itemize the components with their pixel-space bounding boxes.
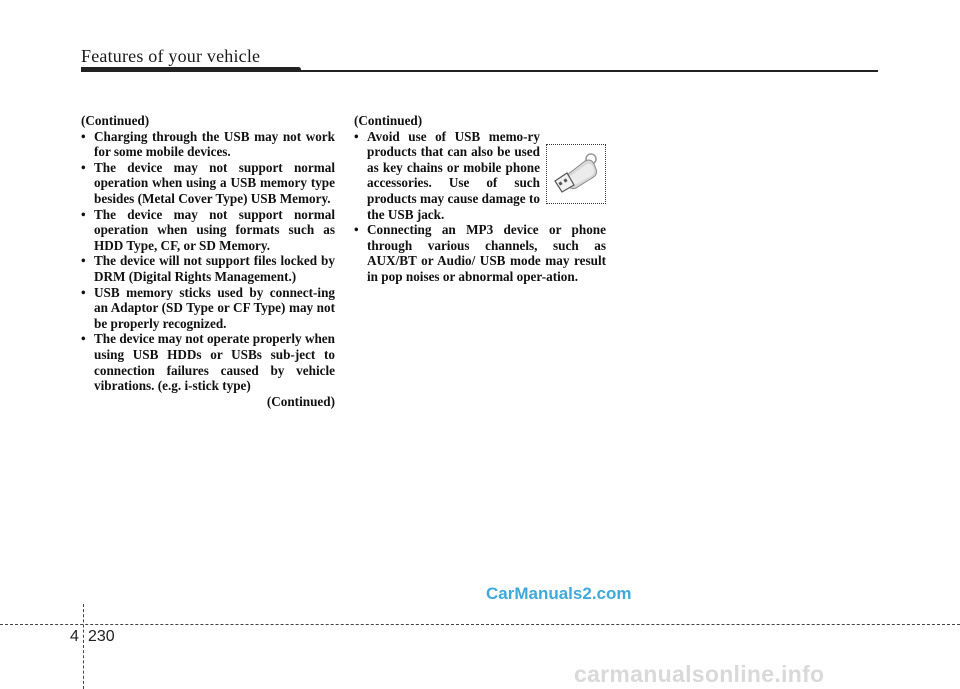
continued-label: (Continued) [354, 113, 423, 128]
left-column [81, 113, 335, 409]
bullet-list [354, 129, 606, 285]
chapter-number: 4 [70, 628, 79, 645]
watermark-logo-bottom: carmanualsonline.info [574, 661, 825, 687]
header-rule-thin [298, 70, 878, 72]
list-item: • Connecting an MP3 device or phone through various channels, such as AUX/BT or Audio/ USB mode may result in pop noises or abnormal oper-ation. [354, 222, 606, 284]
header-rule-thick [81, 67, 301, 72]
footer-dashed-rule [0, 624, 960, 625]
continued-label: (Continued) [81, 113, 150, 128]
right-column [354, 113, 606, 285]
list-item: • The device may not operate properly when using USB HDDs or USBs sub-ject to connection failures caused by vehicle vibrations. (e.g. i-stick type) [81, 331, 335, 393]
list-item: • The device will not support files locked by DRM (Digital Rights Management.) [81, 253, 335, 284]
bullet-list [81, 129, 335, 394]
page-number: 230 [88, 628, 115, 645]
list-item: • Charging through the USB may not work for some mobile devices. [81, 129, 335, 160]
watermark-logo-top: CarManuals2.com [486, 584, 632, 603]
footer-vertical-rule [83, 604, 84, 689]
list-item: • Avoid use of USB memo-ry products that can also be used as key chains or mobile phone accessories. Use of such products may cause damage to the USB jack. [354, 129, 606, 223]
list-item: • The device may not support normal operation when using formats such as HDD Type, CF, or SD Memory. [81, 207, 335, 254]
continued-footer: (Continued) [266, 393, 335, 409]
list-item: • USB memory sticks used by connect-ing an Adaptor (SD Type or CF Type) may not be properly recognized. [81, 285, 335, 332]
list-item: • The device may not support normal operation when using a USB memory type besides (Metal Cover Type) USB Memory. [81, 160, 335, 207]
section-title: Features of your vehicle [81, 46, 261, 66]
